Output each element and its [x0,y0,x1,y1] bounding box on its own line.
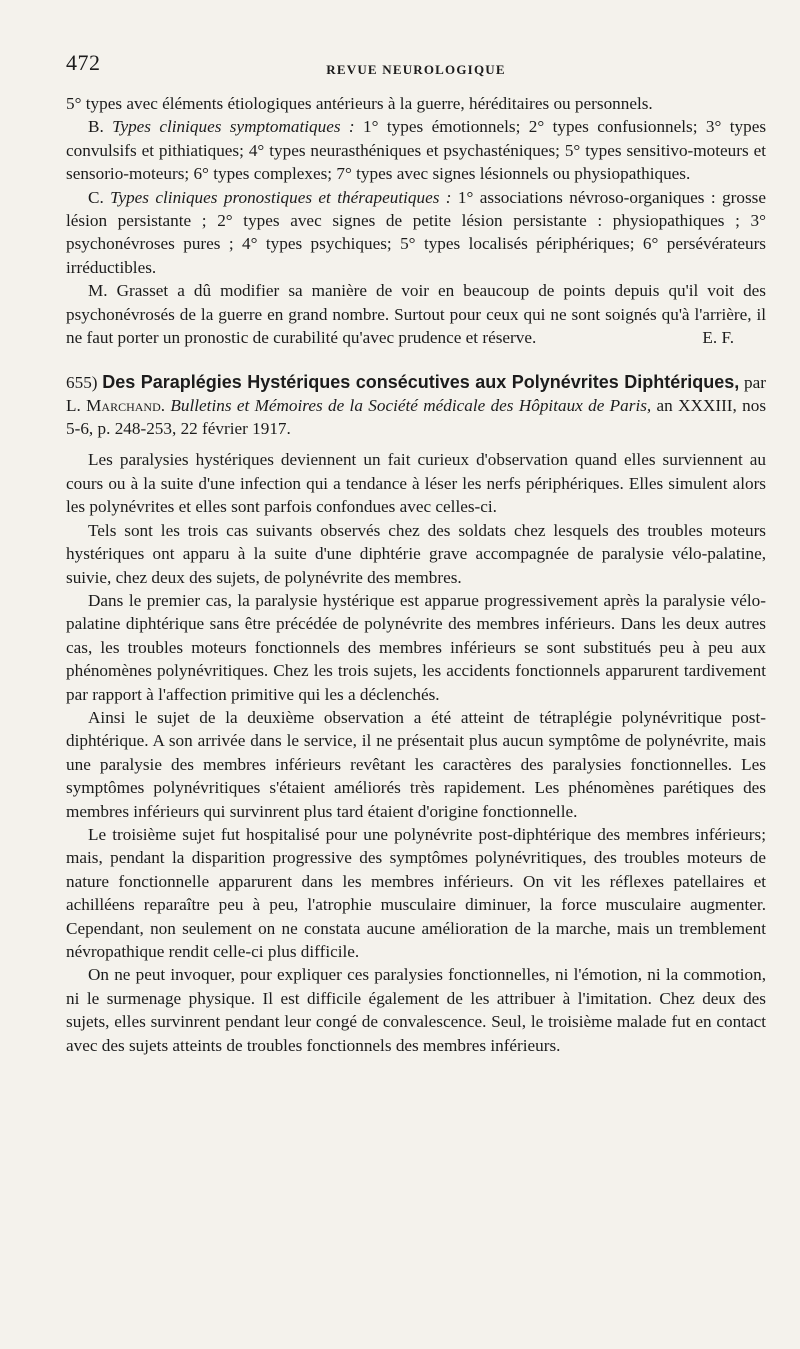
article-heading [66,371,766,440]
article-title: Des Paraplégies Hystériques consécutives aux Polynévrites Diphtériques, [102,372,740,393]
article-citation: an XXXIII, nos 5-6, p. 248-253, 22 février 1917. [66,396,767,439]
paragraph-text: 1° associations névroso-organiques : grosse lésion persistante ; 2° types avec signes de petite lésion persistante : physiopathiques ; 3° psychonévroses pures ; 4° types psychiques; 5° types localisés périphériques; 6° persévérateurs irréductibles. [66,187,766,277]
article-number: 655) [66,373,103,393]
article-author: Marchand [86,396,161,416]
page-header [66,50,766,84]
article-paragraph: Le troisième sujet fut hospitalisé pour une polynévrite post-diphtérique des membres inférieurs; mais, pendant la disparition progressive des symptômes polynévritiques, des troubles moteurs de nature fonctionnelle apparurent dans les membres inférieurs. On vit les réflexes patellaires et achilléens reparaître peu à peu, l'atrophie musculaire diminuer, la force musculaire augmenter. Cependant, non seulement on ne constata aucune amélioration de la marche, mais un tremblement névropathique rendit celle-ci plus difficile. [66,824,766,961]
prev-article-paragraph [66,279,766,349]
article-paragraph: Ainsi le sujet de la deuxième observation a été atteint de tétraplégie polynévritique post-diphtérique. A son arrivée dans le service, il ne présentait plus aucun symptôme de polynévrite, mais une paralysie des membres inférieurs revêtant les caractères des paralysies fonctionnelles. Les symptômes polynévritiques s'étaient améliorés très rapidement. Les phénomènes parétiques des membres inférieurs qui survinrent plus tard étaient d'origine fonctionnelle. [66,707,766,821]
article-paragraph: On ne peut invoquer, pour expliquer ces paralysies fonctionnelles, ni l'émotion, ni la commotion, ni le surmenage physique. Il est difficile également de les attribuer à l'imitation. Chez deux des sujets, elles survinrent pendant leur congé de convalescence. Seul, le troisième malade fut en contact avec des sujets atteints de troubles fonctionnels des membres inférieurs. [66,965,766,1055]
page-number: 472 [66,50,101,75]
prev-article-paragraph [66,186,766,280]
section-label: Types cliniques symptomatiques : [112,117,355,137]
paragraph-text: 1° types émotionnels; 2° types confusionnels; 3° types convulsifs et pithiatiques; 4° types neurasthéniques et psychasténiques; 5° types sensitivo-moteurs et sensorio-moteurs; 6° types complexes; 7° types avec signes lésionnels ou physiopathiques. [66,117,767,184]
article-by: par L. [66,373,766,416]
spacer [66,349,766,357]
article-sep: . [160,396,171,416]
article-paragraph: Dans le premier cas, la paralysie hystérique est apparue progressivement après la paralysie vélo-palatine diphtérique sans être précédée de polynévrite des membres inférieurs. Dans les deux autres cas, les troubles moteurs fonctionnels des membres inférieurs se sont substitués peu à peu aux phénomènes polynévritiques. Chez les trois sujets, les accidents fonctionnels apparurent tardivement par rapport à l'affection primitive qui les a déclenchés. [66,590,766,704]
paragraph-text: M. Grasset a dû modifier sa manière de voir en beaucoup de points depuis qu'il voit des psychonévrosés de la guerre en grand nombre. Surtout pour ceux qui ne sont soignés qu'à l'arrière, il ne faut porter un pronostic de curabilité qu'avec prudence et réserve. [66,281,766,348]
list-label: B. [88,117,113,137]
article-paragraph: Les paralysies hystériques deviennent un fait curieux d'observation quand elles surviennent au cours ou à la suite d'une infection qui a tendance à léser les nerfs périphériques. Elles simulent alors les polynévrites et elles sont parfois confondues avec celles-ci. [66,450,766,517]
list-label: C. [88,187,111,207]
prev-article-paragraph: 5° types avec éléments étiologiques antérieurs à la guerre, héréditaires ou personnels. [66,94,653,113]
article-paragraph: Tels sont les trois cas suivants observés chez des soldats chez lesquels des troubles moteurs hystériques ont apparu à la suite d'une diphtérie grave accompagnée de paralysie vélo-palatine, suivie, chez deux des sujets, de polynévrite des membres. [66,520,766,587]
running-head: REVUE NEUROLOGIQUE [326,62,506,77]
prev-article-paragraph [66,115,766,185]
author-signature: E. F. [702,328,734,348]
section-label: Types cliniques pronostiques et thérapeutiques : [110,187,452,207]
article-source: Bulletins et Mémoires de la Société médicale des Hôpitaux de Paris, [170,396,652,416]
